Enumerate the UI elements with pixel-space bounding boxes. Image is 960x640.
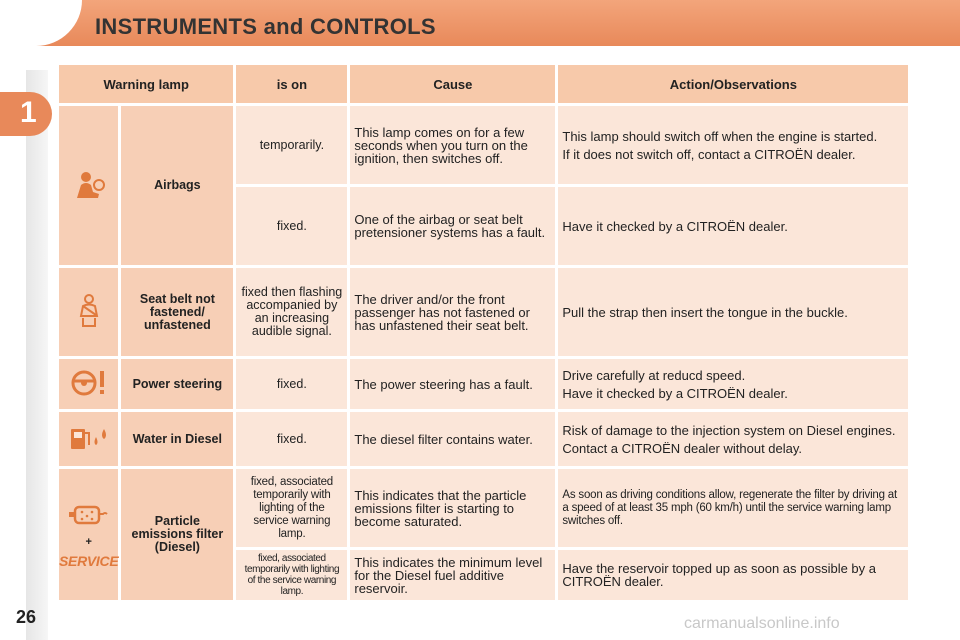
- column-header: is on: [236, 65, 347, 103]
- table-row: [59, 106, 908, 184]
- table-row: [59, 359, 908, 409]
- table-row: [59, 268, 908, 356]
- cause-cell: This lamp comes on for a few seconds when you turn on the ignition, then switches off.: [350, 106, 555, 184]
- is-on-cell: fixed.: [236, 412, 347, 466]
- cause-cell: The diesel filter contains water.: [350, 412, 555, 466]
- cause-cell: This indicates the minimum level for the Diesel fuel additive reservoir.: [350, 550, 555, 600]
- cause-cell: One of the airbag or seat belt pretensioner systems has a fault.: [350, 187, 555, 265]
- column-header: Action/Observations: [558, 65, 908, 103]
- column-header: Warning lamp: [59, 65, 233, 103]
- action-cell: [558, 106, 908, 184]
- steering-lamp-cell: [59, 359, 118, 409]
- table-row: [59, 412, 908, 466]
- action-text: Drive carefully at reducd speed.: [562, 367, 746, 383]
- is-on-cell: temporarily.: [236, 106, 347, 184]
- is-on-cell: fixed.: [236, 187, 347, 265]
- column-header: Cause: [350, 65, 555, 103]
- lamp-name: Power steering: [121, 359, 233, 409]
- action-cell: [558, 359, 908, 409]
- warning-lamp-table: [56, 62, 911, 603]
- is-on-cell: fixed then flashing accompanied by an increasing audible signal.: [236, 268, 347, 356]
- steering-wheel-warning-icon: [69, 368, 109, 398]
- action-cell: Have the reservoir topped up as soon as possible by a CITROËN dealer.: [558, 550, 908, 600]
- page-number: 26: [16, 607, 37, 627]
- action-cell: Pull the strap then insert the tongue in the buckle.: [558, 268, 908, 356]
- action-cell: Have it checked by a CITROËN dealer.: [558, 187, 908, 265]
- seatbelt-lamp-cell: [59, 268, 118, 356]
- action-text: Contact a CITROËN dealer without delay.: [562, 440, 803, 456]
- action-cell: As soon as driving conditions allow, regenerate the filter by driving at a speed of at least 35 mph (60 km/h) until the service warning lamp switches off.: [558, 469, 908, 547]
- cause-cell: The driver and/or the front passenger has not fastened or has unfastened their seat belt.: [350, 268, 555, 356]
- lamp-name: Airbags: [121, 106, 233, 265]
- lamp-name: Particle emissions filter (Diesel): [121, 469, 233, 600]
- action-text: Have it checked by a CITROËN dealer.: [562, 385, 788, 401]
- cause-cell: This indicates that the particle emissions filter is starting to become saturated.: [350, 469, 555, 547]
- water-in-fuel-icon: [67, 423, 111, 453]
- side-strip: [26, 70, 48, 640]
- is-on-cell: fixed, associated temporarily with lighting of the service warning lamp.: [236, 469, 347, 547]
- action-text: This lamp should switch off when the engine is started.: [562, 128, 878, 144]
- header-notch: [0, 0, 82, 46]
- action-cell: [558, 412, 908, 466]
- is-on-cell: fixed.: [236, 359, 347, 409]
- particle-filter-icon: [67, 502, 111, 528]
- action-text: If it does not switch off, contact a CITROËN dealer.: [562, 146, 856, 162]
- table-row: [59, 469, 908, 547]
- is-on-cell: fixed, associated temporarily with lighting of the service warning lamp.: [236, 550, 347, 600]
- page-title: INSTRUMENTS and CONTROLS: [95, 14, 436, 39]
- seatbelt-icon: [76, 294, 102, 328]
- airbag-icon: [72, 170, 106, 200]
- lamp-name: Seat belt not fastened/ unfastened: [121, 268, 233, 356]
- chapter-number: 1: [20, 96, 37, 129]
- lamp-name: Water in Diesel: [121, 412, 233, 466]
- service-warning-icon: SERVICE: [59, 552, 119, 569]
- airbag-lamp-cell: [59, 106, 118, 265]
- page-header: [0, 0, 960, 46]
- water-lamp-cell: [59, 412, 118, 466]
- watermark: carmanualsonline.info: [684, 615, 840, 632]
- table-header-row: [59, 65, 908, 103]
- cause-cell: The power steering has a fault.: [350, 359, 555, 409]
- particle-lamp-cell: [59, 469, 118, 600]
- action-text: Risk of damage to the injection system on Diesel engines.: [562, 422, 896, 438]
- plus-sign: +: [85, 535, 92, 548]
